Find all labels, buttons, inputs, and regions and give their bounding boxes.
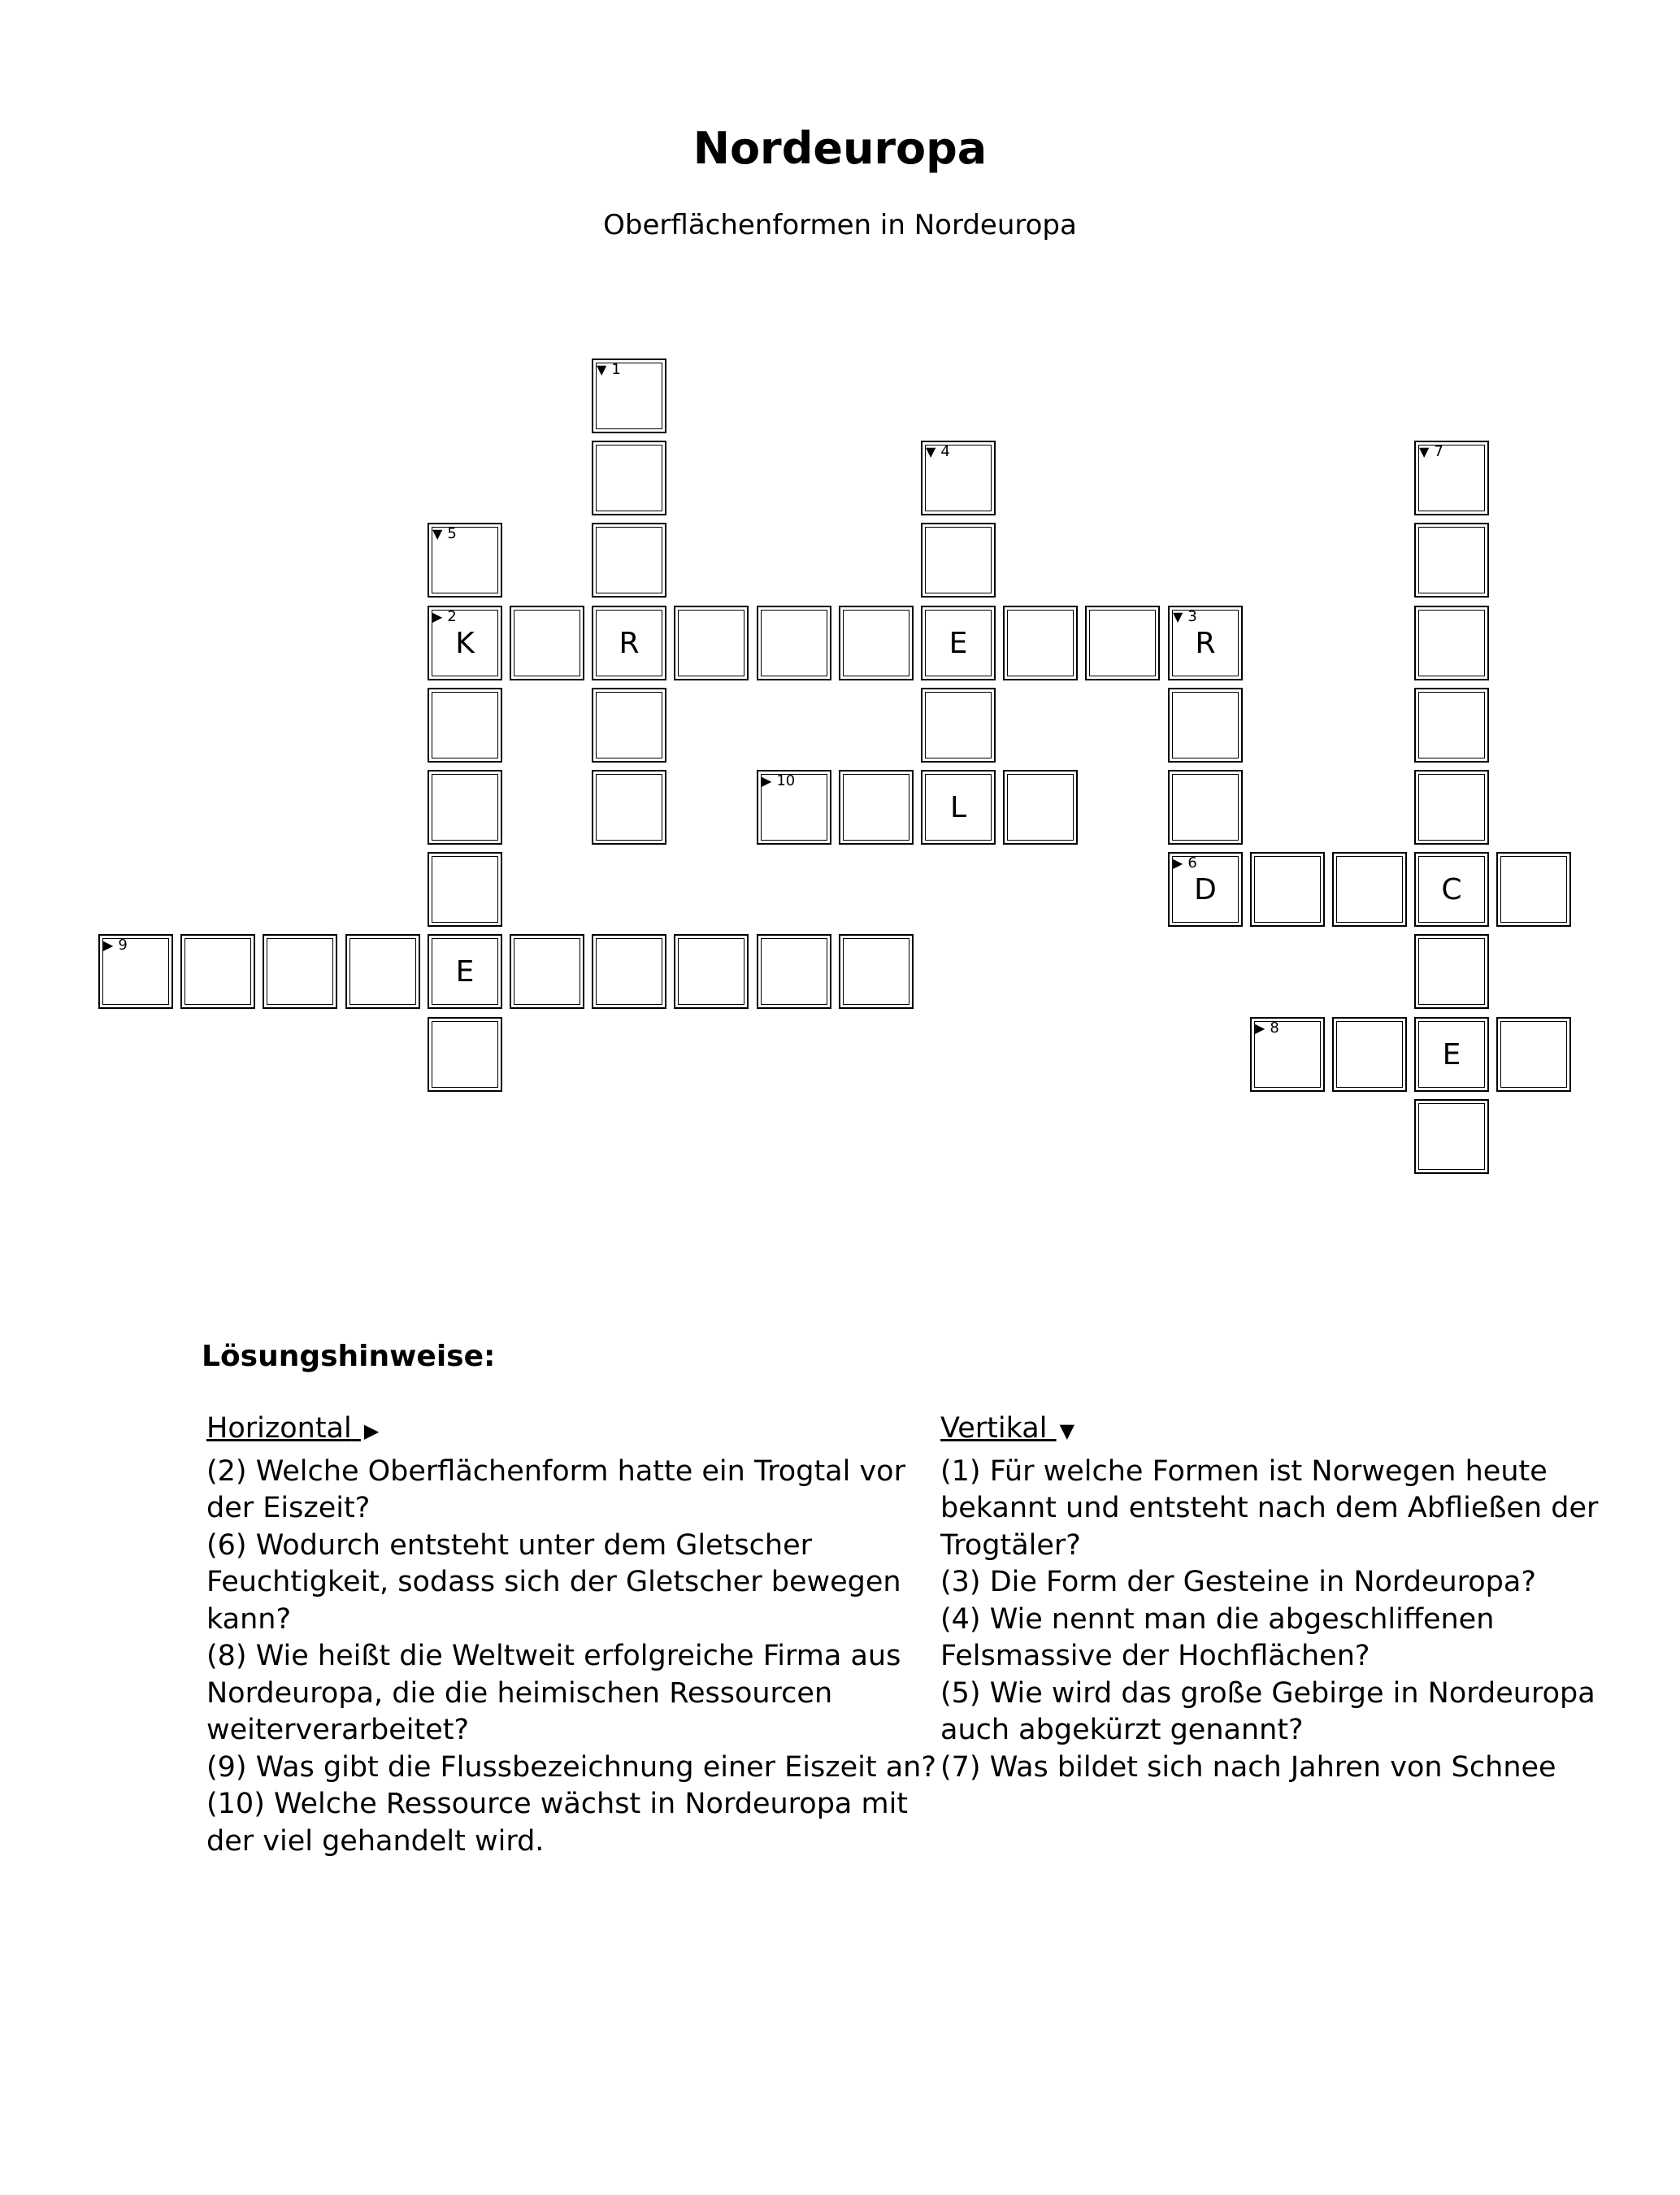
clue-number-text: 7 bbox=[1434, 443, 1443, 460]
vertical-label: Vertikal bbox=[940, 1412, 1048, 1445]
crossword-cell[interactable] bbox=[592, 688, 666, 763]
page-subtitle: Oberflächenformen in Nordeuropa bbox=[603, 209, 1077, 241]
crossword-cell[interactable] bbox=[428, 606, 502, 680]
horizontal-label: Horizontal bbox=[206, 1412, 352, 1445]
crossword-cell[interactable] bbox=[921, 606, 996, 680]
cell-letter: R bbox=[1195, 626, 1216, 660]
right-arrow-icon: ▶ bbox=[432, 609, 443, 624]
clue-across-6: (6) Wodurch entsteht unter dem Gletscher Feuchtigkeit, sodass sich der Gletscher bewegen kann? bbox=[206, 1528, 901, 1636]
clue-number bbox=[762, 773, 795, 789]
clue-number-text: 9 bbox=[118, 937, 128, 954]
cell-letter: E bbox=[1442, 1037, 1461, 1071]
right-arrow-icon: ▶ bbox=[1255, 1020, 1265, 1036]
vertical-heading bbox=[940, 1410, 1607, 1450]
clue-number-text: 2 bbox=[447, 608, 457, 625]
crossword-cell[interactable] bbox=[1003, 606, 1078, 680]
horizontal-arrow-icon: ▶ bbox=[363, 1419, 380, 1442]
cell-letter: C bbox=[1441, 872, 1462, 906]
page-title: Nordeuropa bbox=[692, 123, 988, 174]
crossword-cell[interactable] bbox=[592, 441, 666, 515]
clue-across-8: (8) Wie heißt die Weltweit erfolgreiche Firma aus Nordeuropa, die die heimischen Ressourcen weiterverarbeitet? bbox=[206, 1640, 901, 1746]
crossword-cell[interactable] bbox=[921, 770, 996, 845]
crossword-cell[interactable] bbox=[757, 606, 831, 680]
crossword-cell[interactable] bbox=[757, 770, 831, 845]
crossword-cell[interactable] bbox=[592, 523, 666, 598]
clue-number-text: 6 bbox=[1187, 854, 1197, 871]
crossword-cell[interactable] bbox=[1250, 1017, 1325, 1092]
crossword-cell[interactable] bbox=[1168, 606, 1243, 680]
crossword-cell[interactable] bbox=[1003, 770, 1078, 845]
cell-letter: L bbox=[949, 790, 967, 824]
crossword-cell[interactable] bbox=[1250, 852, 1325, 927]
clue-down-7: (7) Was bildet sich nach Jahren von Schnee bbox=[940, 1750, 1556, 1784]
cell-letter: R bbox=[619, 626, 640, 660]
crossword-cell[interactable] bbox=[674, 934, 749, 1009]
crossword-cell[interactable] bbox=[98, 934, 173, 1009]
down-arrow-icon: ▼ bbox=[432, 526, 443, 541]
crossword-cell[interactable] bbox=[757, 934, 831, 1009]
crossword-cell[interactable] bbox=[1332, 852, 1407, 927]
clue-across-10: (10) Welche Ressource wächst in Nordeuropa mit der viel gehandelt wird. bbox=[206, 1788, 909, 1858]
right-arrow-icon: ▶ bbox=[1173, 855, 1183, 871]
crossword-cell[interactable] bbox=[1414, 1099, 1489, 1174]
crossword-cell[interactable] bbox=[921, 523, 996, 598]
crossword-cell[interactable] bbox=[428, 770, 502, 845]
clue-down-5: (5) Wie wird das große Gebirge in Nordeuropa auch abgekürzt genannt? bbox=[940, 1676, 1595, 1746]
crossword-cell[interactable] bbox=[1496, 852, 1571, 927]
clue-down-4: (4) Wie nennt man die abgeschliffenen Felsmassive der Hochflächen? bbox=[940, 1602, 1495, 1672]
clue-number-text: 3 bbox=[1187, 608, 1197, 625]
crossword-cell[interactable] bbox=[1414, 688, 1489, 763]
crossword-cell[interactable] bbox=[1414, 852, 1489, 927]
crossword-cell[interactable] bbox=[428, 1017, 502, 1092]
horizontal-heading bbox=[206, 1410, 938, 1450]
crossword-cell[interactable] bbox=[180, 934, 255, 1009]
crossword-cell[interactable] bbox=[1414, 1017, 1489, 1092]
crossword-cell[interactable] bbox=[510, 606, 584, 680]
clue-number bbox=[926, 444, 950, 460]
crossword-cell[interactable] bbox=[921, 441, 996, 515]
crossword-cell[interactable] bbox=[592, 934, 666, 1009]
clue-across-2: (2) Welche Oberflächenform hatte ein Trogtal vor der Eiszeit? bbox=[206, 1454, 905, 1524]
crossword-cell[interactable] bbox=[345, 934, 420, 1009]
crossword-cell[interactable] bbox=[921, 688, 996, 763]
clue-down-3: (3) Die Form der Gesteine in Nordeuropa? bbox=[940, 1566, 1536, 1598]
clue-number bbox=[1255, 1020, 1279, 1037]
crossword-cell[interactable] bbox=[428, 934, 502, 1009]
crossword-cell[interactable] bbox=[428, 523, 502, 598]
crossword-cell[interactable] bbox=[592, 359, 666, 433]
cell-letter: D bbox=[1194, 872, 1217, 906]
clue-number bbox=[432, 526, 457, 542]
crossword-cell[interactable] bbox=[1414, 523, 1489, 598]
crossword-cell[interactable] bbox=[263, 934, 337, 1009]
clue-across-9: (9) Was gibt die Flussbezeichnung einer Eiszeit an? bbox=[206, 1750, 936, 1784]
crossword-cell[interactable] bbox=[1414, 934, 1489, 1009]
hints-heading: Lösungshinweise: bbox=[202, 1340, 496, 1373]
clue-number-text: 1 bbox=[611, 361, 621, 378]
down-arrow-icon: ▼ bbox=[1419, 444, 1430, 459]
clue-number-text: 4 bbox=[940, 443, 950, 460]
down-arrow-icon: ▼ bbox=[1173, 609, 1183, 624]
crossword-cell[interactable] bbox=[1168, 852, 1243, 927]
crossword-cell[interactable] bbox=[1414, 441, 1489, 515]
crossword-cell[interactable] bbox=[592, 770, 666, 845]
down-arrow-icon: ▼ bbox=[926, 444, 936, 459]
horizontal-clues bbox=[206, 1410, 938, 1860]
clue-number-text: 8 bbox=[1270, 1019, 1279, 1037]
clue-number bbox=[1419, 444, 1443, 460]
right-arrow-icon: ▶ bbox=[762, 773, 772, 789]
clue-number-text: 5 bbox=[447, 525, 457, 542]
crossword-cell[interactable] bbox=[1496, 1017, 1571, 1092]
crossword-cell[interactable] bbox=[428, 852, 502, 927]
crossword-cell[interactable] bbox=[428, 688, 502, 763]
crossword-cell[interactable] bbox=[1168, 770, 1243, 845]
clue-number-text: 10 bbox=[776, 772, 796, 789]
right-arrow-icon: ▶ bbox=[103, 937, 114, 953]
clue-number bbox=[597, 362, 621, 378]
clue-down-1: (1) Für welche Formen ist Norwegen heute bekannt und entsteht nach dem Abfließen der Trogtäler? bbox=[940, 1454, 1599, 1562]
crossword-cell[interactable] bbox=[839, 770, 914, 845]
crossword-cell[interactable] bbox=[592, 606, 666, 680]
crossword-cell[interactable] bbox=[839, 934, 914, 1009]
cell-letter: E bbox=[455, 954, 475, 989]
clue-number bbox=[103, 937, 128, 954]
crossword-cell[interactable] bbox=[839, 606, 914, 680]
vertical-arrow-icon: ▼ bbox=[1059, 1419, 1075, 1442]
vertical-clues bbox=[940, 1410, 1607, 1786]
cell-letter: K bbox=[455, 626, 475, 660]
crossword-cell[interactable] bbox=[1085, 606, 1160, 680]
down-arrow-icon: ▼ bbox=[597, 362, 607, 377]
crossword-cell[interactable] bbox=[1168, 688, 1243, 763]
crossword-cell[interactable] bbox=[1332, 1017, 1407, 1092]
crossword-cell[interactable] bbox=[510, 934, 584, 1009]
cell-letter: E bbox=[949, 626, 968, 660]
crossword-cell[interactable] bbox=[1414, 606, 1489, 680]
crossword-cell[interactable] bbox=[1414, 770, 1489, 845]
crossword-cell[interactable] bbox=[674, 606, 749, 680]
